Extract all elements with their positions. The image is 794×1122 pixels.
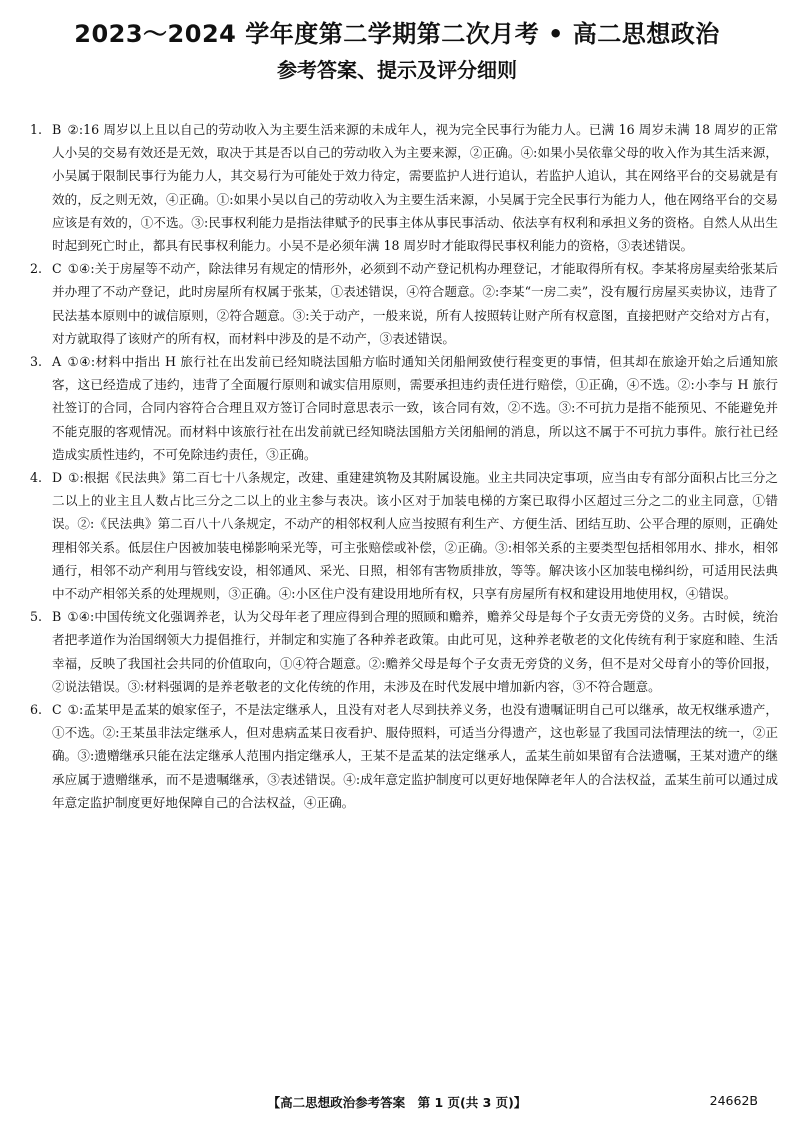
- answer-key: B: [52, 609, 62, 625]
- answer-number: 2.: [30, 261, 43, 277]
- answer-explanation: ①④:材料中指出 H 旅行社在出发前已经知晓法国船方临时通知关闭船闸致使行程变更的事情，但其却在旅途开始之后通知旅客，这已经造成了违约，违背了全面履行原则和诚实信用原则，需要承担违约责任进行赔偿，①正确，④不选。②:小李与 H 旅行社签订的合同，合同内容符合合理且双方签订合同时意思表示一致，该合同有效，②不选。③:不可抗力是指不能预见、不能避免并不能克服的客观情况。而材料中该旅行社在出发前就已经知晓法国船方关闭船闸的消息，所以这不属于不可抗力事件。旅行社已经造成实质性违约，不可免除违约责任，③正确。: [52, 354, 778, 462]
- answer-key: D: [52, 470, 63, 486]
- answer-item-4: [30, 466, 778, 605]
- answers-list: [30, 118, 778, 814]
- answer-explanation: ①④:关于房屋等不动产，除法律另有规定的情形外，必须到不动产登记机构办理登记，才能取得所有权。李某将房屋卖给张某后并办理了不动产登记，此时房屋所有权属于张某，①表述错误，④符合题意。②:李某“一房二卖”，没有履行房屋买卖协议，违背了民法基本原则中的诚信原则，②符合题意。③:关于动产，一般来说，所有人按照转让财产所有权意图，直接把财产交给对方占有，对方就取得了该财产的所有权，而材料中涉及的是不动产，③表述错误。: [52, 261, 778, 346]
- answer-number: 4.: [30, 470, 43, 486]
- answer-number: 6.: [30, 702, 43, 718]
- answer-item-6: [30, 698, 778, 814]
- footer-doc-code: 24662B: [709, 1093, 758, 1108]
- answer-item-1: [30, 118, 778, 257]
- answer-key: C: [52, 261, 62, 277]
- answer-key: B: [52, 122, 62, 137]
- answer-item-3: [30, 350, 778, 466]
- answer-explanation: ①④:中国传统文化强调养老，认为父母年老了理应得到合理的照顾和赡养，赡养父母是每个子女责无旁贷的义务。古时候，统治者把孝道作为治国纲领大力提倡推行，并制定和实施了各种养老政策。由此可见，这种养老敬老的文化传统有利于家庭和睦、生活幸福，反映了我国社会共同的价值取向，①④符合题意。②:赡养父母是每个子女责无旁贷的义务，但不是对父母育小的等价回报，②说法错误。③:材料强调的是养老敬老的文化传统的作用，未涉及在时代发展中增加新内容，③不符合题意。: [52, 609, 778, 694]
- page-subtitle: 参考答案、提示及评分细则: [277, 58, 517, 82]
- page-footer: [0, 1093, 794, 1113]
- footer-page-label: 【高二思想政治参考答案 第 1 页(共 3 页)】: [267, 1095, 527, 1110]
- answer-explanation: ②:16 周岁以上且以自己的劳动收入为主要生活来源的未成年人，视为完全民事行为能力人。已满 16 周岁未满 18 周岁的正常人小吴的交易有效还是无效，取决于其是否以自己的劳动收入为主要来源，②正确。④:如果小吴依靠父母的收入作为其生活来源，小吴属于限制民事行为能力人，其交易行为可能处于效力待定，需要监护人进行追认，若监护人追认，其在网络平台的交易就是有效的，反之则无效，④正确。①:如果小吴以自己的劳动收入为主要生活来源，小吴属于完全民事行为能力人，他在网络平台的交易应该是有效的，①不选。③:民事权利能力是指法律赋予的民事主体从事民事活动、依法享有权利和承担义务的资格。自然人从出生时起到死亡时止，都具有民事权利能力。小吴不是必须年满 18 周岁时才能取得民事权利能力的资格，③表述错误。: [52, 122, 778, 254]
- page-title: 2023～2024 学年度第二学期第二次月考 • 高二思想政治: [74, 20, 720, 48]
- answer-number: 3.: [30, 354, 43, 370]
- answer-number: 1.: [30, 122, 43, 137]
- answer-explanation: ①:孟某甲是孟某的娘家侄子，不是法定继承人，且没有对老人尽到扶养义务，也没有遗嘱证明自己可以继承，故无权继承遗产，①不选。②:王某虽非法定继承人，但对患病孟某日夜看护、服侍照料，可适当分得遗产，这也彰显了我国司法情理法的统一，②正确。③:遗赠继承只能在法定继承人范围内指定继承人，王某不是孟某的法定继承人，孟某生前如果留有合法遗嘱，王某对遗产的继承应属于遗赠继承，而不是遗嘱继承，③表述错误。④:成年意定监护制度可以更好地保障老年人的合法权益，孟某生前可以通过成年意定监护制度更好地保障自己的合法权益，④正确。: [52, 702, 778, 810]
- answer-key: A: [52, 354, 62, 370]
- answer-key: C: [52, 702, 62, 718]
- answer-explanation: ①:根据《民法典》第二百七十八条规定，改建、重建建筑物及其附属设施。业主共同决定事项，应当由专有部分面积占比三分之二以上的业主且人数占比三分之二以上的业主参与表决。该小区对于加装电梯的方案已取得小区超过三分之二的业主同意，①错误。②:《民法典》第二百八十八条规定，不动产的相邻权利人应当按照有利生产、方便生活、团结互助、公平合理的原则，正确处理相邻关系。低层住户因被加装电梯影响采光等，可主张赔偿或补偿，②正确。③:相邻关系的主要类型包括相邻用水、排水，相邻通行，相邻不动产利用与管线安设，相邻通风、采光、日照，相邻有害物质排放，等等。解决该小区加装电梯纠纷，可适用民法典中不动产相邻关系的处理规则，③正确。④:小区住户没有建设用地所有权，只享有房屋所有权和建设用地使用权，④错误。: [52, 470, 778, 602]
- answer-item-2: [30, 257, 778, 350]
- answer-number: 5.: [30, 609, 43, 625]
- answer-item-5: [30, 605, 778, 698]
